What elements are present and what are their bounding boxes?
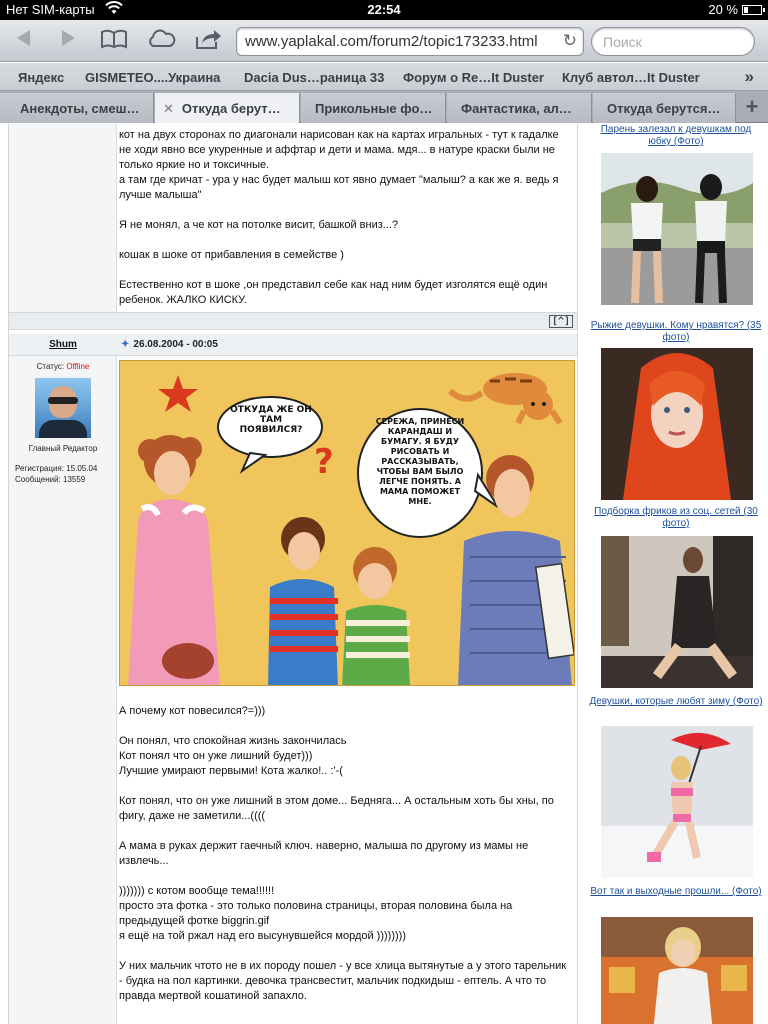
avatar[interactable] bbox=[35, 378, 91, 438]
bookmark-item[interactable]: Dacia Dus…раница 33 bbox=[244, 70, 385, 85]
promo-caption[interactable]: Девушки, которые любят зиму (Фото) bbox=[589, 696, 763, 707]
promo-thumbnail[interactable] bbox=[601, 536, 753, 688]
forum-thread bbox=[8, 124, 578, 1024]
bookmark-item[interactable]: Форум о Re…It Duster bbox=[403, 70, 544, 85]
tab-item[interactable] bbox=[447, 93, 592, 123]
post-paragraph: А почему кот повесился?=))) bbox=[119, 705, 266, 717]
post-paragraph: Я не монял, а че кот на потолке висит, башкой вниз...? bbox=[119, 219, 399, 231]
bookmark-item[interactable]: Клуб автол…It Duster bbox=[562, 70, 700, 85]
promo-caption[interactable]: Рыжие девушки. Кому нравятся? (35 фото) bbox=[590, 320, 762, 343]
registration-date: Регистрация: 15.05.04 bbox=[15, 464, 98, 473]
url-text: www.yaplakal.com/forum2/topic173233.html bbox=[245, 33, 538, 50]
tab-item[interactable] bbox=[301, 93, 446, 123]
close-icon[interactable]: ✕ bbox=[163, 101, 174, 116]
battery-percent: 20 % bbox=[708, 2, 738, 17]
promo-item[interactable] bbox=[588, 506, 764, 530]
post-paragraph: ))))))) с котом вообще тема!!!!!! просто эта фотка - это только половина страницы, вторая половина была на предыдущей фотке biggrin.gif я ещё на той ржал над его высунувшейся мордой )))))))) bbox=[119, 885, 513, 942]
promo-item[interactable] bbox=[588, 320, 764, 344]
new-tab-icon[interactable]: + bbox=[745, 94, 759, 119]
post-date bbox=[121, 339, 218, 350]
post-paragraph: Он понял, что спокойная жизнь закончилась Кот понял что он уже лишний будет))) Лучшие умирают первыми! Кота жалко!.. :'-( bbox=[119, 735, 347, 777]
tab-bar bbox=[0, 91, 768, 123]
forward-icon[interactable] bbox=[54, 28, 84, 54]
promo-thumbnail[interactable] bbox=[601, 153, 753, 305]
comic-bubble-left: ОТКУДА ЖЕ ОН ТАМ ПОЯВИЛСЯ? bbox=[230, 405, 312, 435]
bookmark-item[interactable]: Яндекс bbox=[18, 70, 65, 85]
post-paragraph: У них мальчик чтото не в их породу пошел - у все хлица вытянутые а у этого тарельник - будка на пол картинки. девочка трансвестит, мальчик подкидыш - ептель. А что то правда мертвой кошатиной запахло. bbox=[119, 960, 567, 1002]
address-bar[interactable] bbox=[236, 27, 584, 56]
scroll-top-link[interactable]: [^] bbox=[549, 315, 573, 328]
tab-label: Откуда берут… bbox=[181, 101, 281, 116]
carrier-label: Нет SIM-карты bbox=[6, 2, 95, 17]
status-value: Offline bbox=[66, 362, 90, 371]
browser-toolbar bbox=[0, 20, 768, 62]
promo-item[interactable] bbox=[588, 886, 764, 898]
tab-label: Анекдоты, смеш… bbox=[20, 101, 140, 116]
post-paragraph: А мама в руках держит гаечный ключ. наверно, малыша по другому из мамы не извлечь... bbox=[119, 840, 529, 867]
post-paragraph: Кот понял, что он уже лишний в этом доме... Бедняга... А остальным хоть бы хны, по фигу, даже не заметили...(((( bbox=[119, 795, 554, 822]
search-input[interactable]: Поиск bbox=[591, 27, 755, 56]
promo-thumbnail[interactable] bbox=[601, 726, 753, 878]
post-header bbox=[9, 334, 577, 356]
promo-thumbnail[interactable] bbox=[601, 348, 753, 500]
promo-thumbnail[interactable] bbox=[601, 917, 753, 1024]
reload-icon[interactable]: ↻ bbox=[562, 31, 577, 50]
promo-caption[interactable]: Подборка фриков из соц. сетей (30 фото) bbox=[594, 506, 758, 529]
author-name[interactable]: Shum bbox=[49, 339, 77, 350]
tab-label: Прикольные фо… bbox=[315, 101, 433, 116]
bookmarks-bar bbox=[0, 63, 768, 91]
back-icon[interactable] bbox=[8, 28, 38, 54]
bookmark-item[interactable]: GISMETEO....Украина bbox=[85, 70, 221, 85]
post-left-column bbox=[9, 124, 117, 312]
post-body bbox=[119, 704, 571, 1019]
sidebar-promos bbox=[588, 124, 768, 1024]
clock: 22:54 bbox=[367, 2, 401, 17]
svg-text:?: ? bbox=[314, 442, 334, 482]
tab-label: Откуда берутся… bbox=[607, 101, 721, 116]
tab-item[interactable] bbox=[593, 93, 736, 123]
promo-item[interactable] bbox=[588, 696, 764, 708]
post-link-icon[interactable]: ✦ bbox=[121, 339, 130, 350]
web-page bbox=[0, 124, 768, 1024]
status-bar bbox=[0, 0, 768, 20]
bookmarks-icon[interactable] bbox=[99, 28, 129, 54]
share-icon[interactable] bbox=[193, 28, 223, 54]
post-date-text: 26.08.2004 - 00:05 bbox=[133, 339, 218, 350]
status-label: Статус: bbox=[36, 362, 65, 371]
previous-post-body bbox=[119, 128, 569, 323]
post-paragraph: Естественно кот в шоке ,он представил себе как над ним будет изголятся ещё один ребенок. ЖАЛКО КИСКУ. bbox=[119, 279, 548, 306]
post-left-column bbox=[9, 356, 117, 1024]
user-role: Главный Редактор bbox=[28, 444, 98, 453]
post-paragraph: кошак в шоке от прибавления в семействе ) bbox=[119, 249, 344, 261]
comic-image bbox=[119, 360, 575, 686]
chevron-double-right-icon[interactable]: » bbox=[744, 67, 754, 86]
tab-item[interactable] bbox=[0, 93, 154, 123]
promo-caption[interactable]: Вот так и выходные прошли... (Фото) bbox=[590, 886, 762, 897]
tab-item-active[interactable] bbox=[155, 93, 300, 123]
tab-label: Фантастика, ал… bbox=[461, 101, 572, 116]
post-paragraph: кот на двух сторонах по диагонали нарисован как на картах игральных - тут к гадалке не ходи явно все укуренные и аффтар и дети и мама. мдя... в натуре краски были не только яркие но и токсичные. а там где кричат - ура у нас будет малыш кот явно думает "малыш? а как же я. ведь я лучше малыша" bbox=[119, 129, 559, 201]
user-status bbox=[9, 362, 117, 371]
message-count: Сообщений: 13559 bbox=[15, 475, 86, 484]
comic-bubble-right: СЕРЕЖА, ПРИНЕСИ КАРАНДАШ И БУМАГУ. Я БУДУ РИСОВАТЬ И РАССКАЗЫВАТЬ, ЧТОБЫ ВАМ БЫЛО ЛЕГЧЕ ПОНЯТЬ. А МАМА ПОМОЖЕТ МНЕ. bbox=[375, 417, 465, 506]
promo-item[interactable] bbox=[588, 124, 764, 148]
battery-icon bbox=[742, 5, 762, 15]
promo-caption[interactable]: Парень залезал к девушкам под юбку (Фото) bbox=[600, 124, 752, 147]
icloud-tabs-icon[interactable] bbox=[146, 28, 176, 54]
post-separator bbox=[9, 312, 577, 330]
